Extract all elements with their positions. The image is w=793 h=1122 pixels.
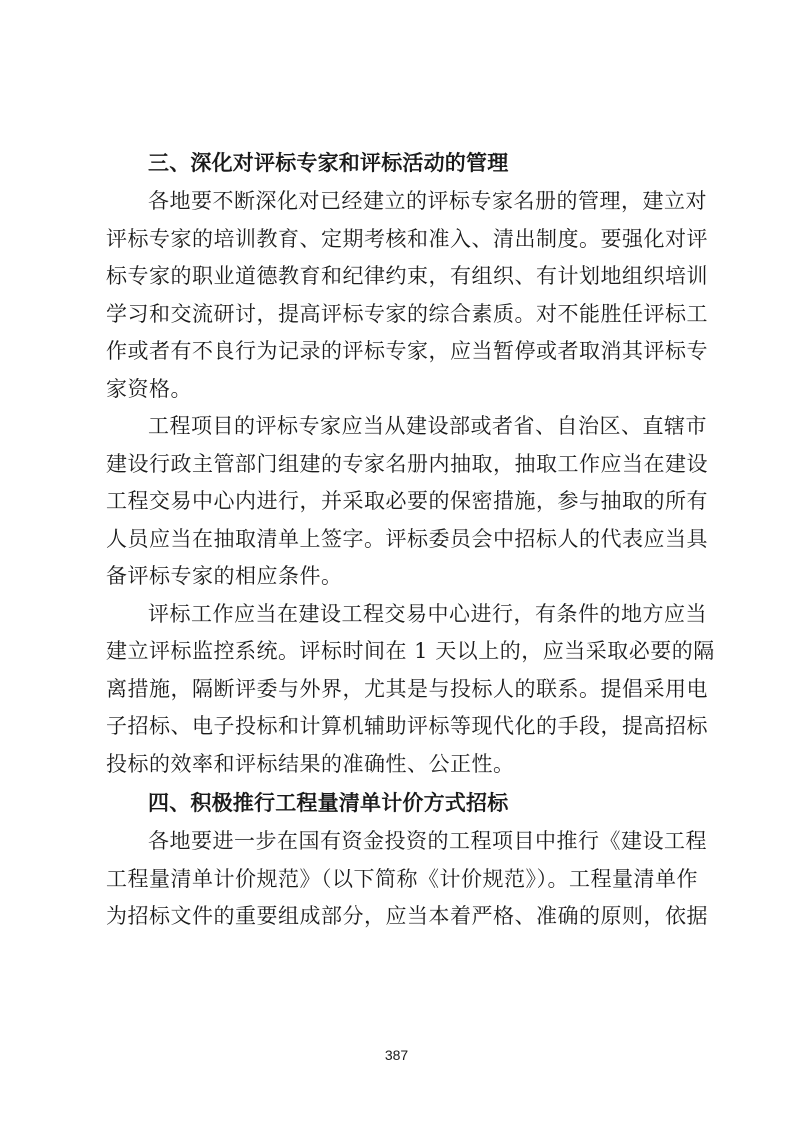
paragraph xyxy=(106,183,708,408)
paragraph-line: 子招标、电子投标和计算机辅助评标等现代化的手段，提高招标 xyxy=(106,714,708,738)
paragraph-line: 建设行政主管部门组建的专家名册内抽取，抽取工作应当在建设 xyxy=(106,451,708,476)
paragraph-line: 投标的效率和评标结果的准确性、公正性。 xyxy=(106,751,515,776)
paragraph-line: 备评标专家的相应条件。 xyxy=(106,564,343,588)
paragraph-line: 工程量清单计价规范》（以下简称《计价规范》）。工程量清单作 xyxy=(106,866,698,891)
paragraph-line: 人员应当在抽取清单上签字。评标委员会中招标人的代表应当具 xyxy=(106,526,708,551)
paragraph-line: 各地要进一步在国有资金投资的工程项目中推行《建设工程 xyxy=(148,829,707,853)
paragraph-line: 标专家的职业道德教育和纪律约束，有组织、有计划地组织培训 xyxy=(106,264,708,288)
section-heading: 三、深化对评标专家和评标活动的管理 xyxy=(148,151,509,175)
paragraph-line: 建立评标监控系统。评标时间在 1 天以上的，应当采取必要的隔 xyxy=(106,639,715,663)
paragraph-line: 离措施，隔断评委与外界，尤其是与投标人的联系。提倡采用电 xyxy=(106,676,708,701)
paragraph-line: 评标专家的培训教育、定期考核和准入、清出制度。要强化对评 xyxy=(106,226,708,251)
paragraph-line: 为招标文件的重要组成部分，应当本着严格、准确的原则，依据 xyxy=(106,904,708,928)
paragraph-line: 评标工作应当在建设工程交易中心进行，有条件的地方应当 xyxy=(148,601,707,626)
paragraph xyxy=(106,596,715,784)
paragraph-line: 工程交易中心内进行，并采取必要的保密措施，参与抽取的所有 xyxy=(106,489,708,513)
paragraph xyxy=(106,823,708,936)
page-number: 387 xyxy=(384,1047,409,1063)
section-heading: 四、积极推行工程量清单计价方式招标 xyxy=(148,791,509,815)
paragraph xyxy=(106,408,708,596)
paragraph-line: 工程项目的评标专家应当从建设部或者省、自治区、直辖市 xyxy=(148,414,707,438)
paragraph-line: 学习和交流研讨，提高评标专家的综合素质。对不能胜任评标工 xyxy=(106,301,708,326)
paragraph-line: 家资格。 xyxy=(106,376,192,401)
paragraph-line: 作或者有不良行为记录的评标专家，应当暂停或者取消其评标专 xyxy=(106,339,708,363)
page-body xyxy=(106,143,715,936)
paragraph-line: 各地要不断深化对已经建立的评标专家名册的管理，建立对 xyxy=(148,189,707,213)
